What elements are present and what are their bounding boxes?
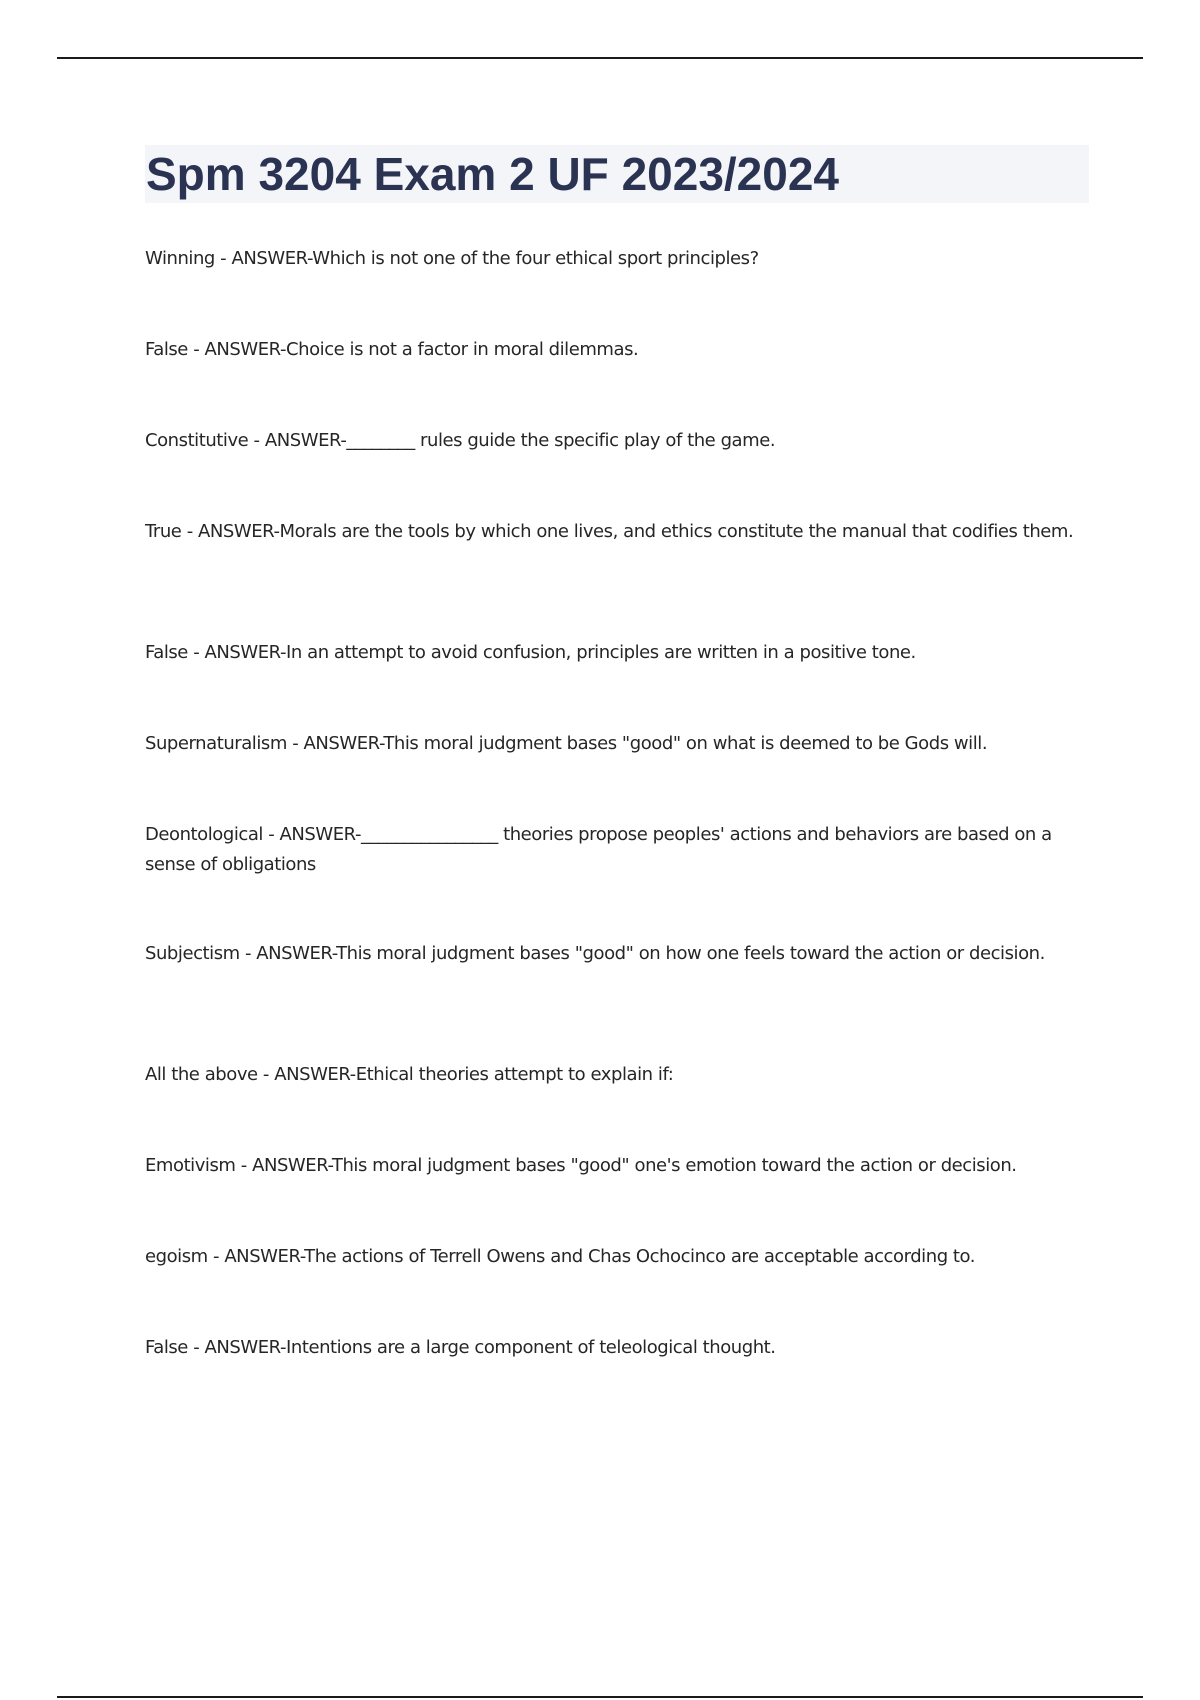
qa-item: False - ANSWER-Intentions are a large component of teleological thought. <box>145 1337 776 1358</box>
qa-item: Subjectism - ANSWER-This moral judgment bases "good" on how one feels toward the action or decision. <box>145 943 1045 964</box>
qa-item: Winning - ANSWER-Which is not one of the four ethical sport principles? <box>145 248 759 269</box>
qa-item: True - ANSWER-Morals are the tools by which one lives, and ethics constitute the manual that codifies them. <box>145 521 1074 542</box>
bottom-rule <box>57 1696 1143 1698</box>
qa-item: Deontological - ANSWER-________________ theories propose peoples' actions and behaviors are based on a sense of obligations <box>145 824 1052 875</box>
page-title: Spm 3204 Exam 2 UF 2023/2024 <box>146 148 840 200</box>
qa-item: False - ANSWER-Choice is not a factor in moral dilemmas. <box>145 339 639 360</box>
qa-item: Supernaturalism - ANSWER-This moral judgment bases "good" on what is deemed to be Gods will. <box>145 733 988 754</box>
qa-item: Emotivism - ANSWER-This moral judgment bases "good" one's emotion toward the action or decision. <box>145 1155 1017 1176</box>
qa-item: Constitutive - ANSWER-________ rules guide the specific play of the game. <box>145 430 776 451</box>
qa-item: egoism - ANSWER-The actions of Terrell Owens and Chas Ochocinco are acceptable according to. <box>145 1246 976 1267</box>
qa-item: All the above - ANSWER-Ethical theories attempt to explain if: <box>145 1064 674 1085</box>
top-rule <box>57 57 1143 59</box>
qa-item: False - ANSWER-In an attempt to avoid confusion, principles are written in a positive tone. <box>145 642 916 663</box>
